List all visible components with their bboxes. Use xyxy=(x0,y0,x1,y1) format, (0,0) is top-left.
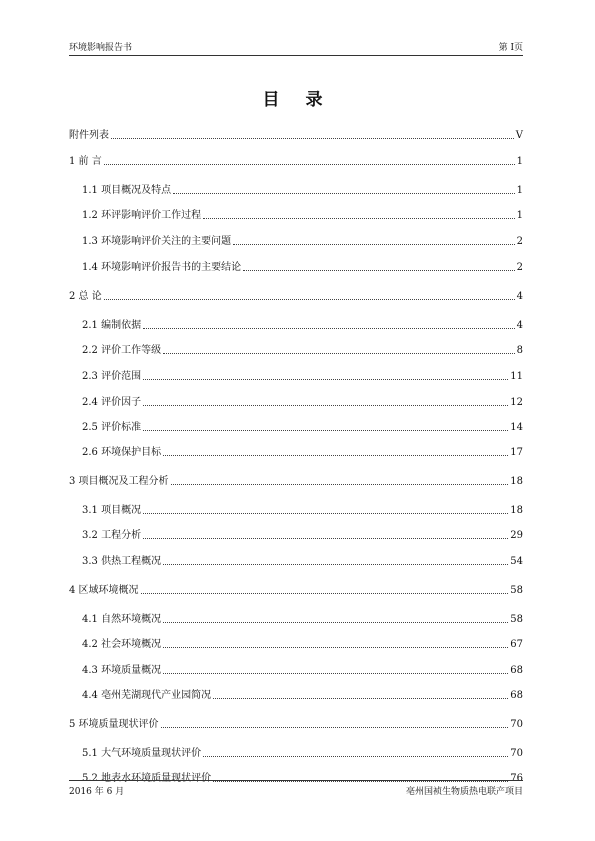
toc-entry-page: 68 xyxy=(510,690,523,701)
toc-leader xyxy=(161,727,509,728)
toc-leader xyxy=(243,270,515,271)
toc-entry-page: 29 xyxy=(510,530,523,541)
toc-entry-page: 12 xyxy=(510,397,523,408)
toc-entry-page: 68 xyxy=(510,665,523,676)
toc-entry-label: 1.1 项目概况及特点 xyxy=(82,185,172,196)
toc-entry-4-3[interactable] xyxy=(82,663,523,677)
toc-leader xyxy=(104,299,515,300)
toc-entry-page: V xyxy=(515,130,523,141)
toc-entry-page: 8 xyxy=(516,345,523,356)
toc-entry-label: 2.5 评价标准 xyxy=(82,422,142,433)
toc-entry-label: 5.1 大气环境质量现状评价 xyxy=(82,748,202,759)
toc-entry-page: 2 xyxy=(516,262,523,273)
toc-entry-label: 2.6 环境保护目标 xyxy=(82,447,162,458)
toc-leader xyxy=(143,513,508,514)
toc-entry-label: 4.2 社会环境概况 xyxy=(82,639,162,650)
footer-divider xyxy=(69,780,523,781)
toc-entry-label: 3.3 供热工程概况 xyxy=(82,556,162,567)
toc-entry-page: 58 xyxy=(510,614,523,625)
toc-entry-page: 4 xyxy=(516,291,523,302)
toc-entry-5-1[interactable] xyxy=(82,746,523,760)
toc-entry-page: 18 xyxy=(510,476,523,487)
toc-leader xyxy=(171,484,509,485)
toc-entry-label: 2.2 评价工作等级 xyxy=(82,345,162,356)
toc-entry-label: 2.3 评价范围 xyxy=(82,371,142,382)
toc-entry-label: 4 区域环境概况 xyxy=(69,585,139,596)
toc-entry-page: 2 xyxy=(516,236,523,247)
toc-entry-label: 4.1 自然环境概况 xyxy=(82,614,162,625)
toc-entry-label: 1 前 言 xyxy=(69,156,102,167)
toc-entry-label: 4.4 亳州芜湖现代产业园简况 xyxy=(82,690,212,701)
toc-entry-page: 1 xyxy=(516,210,523,221)
toc-leader xyxy=(163,647,508,648)
toc-leader xyxy=(203,218,515,219)
toc-entry-2-2[interactable] xyxy=(82,343,523,357)
toc-leader xyxy=(233,244,515,245)
toc-entry-page: 17 xyxy=(510,447,523,458)
toc-entry-label: 3.2 工程分析 xyxy=(82,530,142,541)
toc-entry-page: 1 xyxy=(516,185,523,196)
toc-entry-label: 4.3 环境质量概况 xyxy=(82,665,162,676)
toc-entry-2-4[interactable] xyxy=(82,395,523,409)
toc-leader xyxy=(163,564,508,565)
toc-leader xyxy=(143,328,515,329)
toc-entry-label: 5.2 地表水环境质量现状评价 xyxy=(82,773,212,784)
toc-entry-page: 18 xyxy=(510,505,523,516)
toc-entry-label: 3 项目概况及工程分析 xyxy=(69,476,169,487)
toc-entry-3-2[interactable] xyxy=(82,528,523,542)
toc-leader xyxy=(163,673,508,674)
toc-entry-chapter-4[interactable] xyxy=(69,583,523,597)
toc-leader xyxy=(143,379,508,380)
toc-leader xyxy=(213,781,508,782)
toc-entry-chapter-3[interactable] xyxy=(69,474,523,488)
toc-entry-4-2[interactable] xyxy=(82,637,523,651)
toc-leader xyxy=(111,138,514,139)
toc-entry-chapter-2[interactable] xyxy=(69,289,523,303)
toc-entry-page: 1 xyxy=(516,156,523,167)
toc-entry-1-1[interactable] xyxy=(82,183,523,197)
toc-entry-page: 70 xyxy=(510,748,523,759)
toc-leader xyxy=(143,430,508,431)
toc-entry-label: 附件列表 xyxy=(69,130,109,141)
header-page-number: 第 I页 xyxy=(498,43,523,53)
toc-entry-chapter-5[interactable] xyxy=(69,717,523,731)
toc-entry-label: 1.2 环评影响评价工作过程 xyxy=(82,210,202,221)
toc-entry-label: 1.3 环境影响评价关注的主要问题 xyxy=(82,236,232,247)
toc-entry-label: 2.1 编制依据 xyxy=(82,320,142,331)
footer-date: 2016 年 6 月 xyxy=(69,787,125,797)
toc-entry-label: 5 环境质量现状评价 xyxy=(69,719,159,730)
footer-project-name: 亳州国祯生物质热电联产项目 xyxy=(405,787,523,797)
toc-entry-2-1[interactable] xyxy=(82,318,523,332)
page-header xyxy=(69,40,523,54)
toc-leader xyxy=(203,756,508,757)
toc-entry-1-4[interactable] xyxy=(82,260,523,274)
toc-entry-label: 1.4 环境影响评价报告书的主要结论 xyxy=(82,262,242,273)
toc-title: 目 录 xyxy=(262,90,333,110)
toc-entry-chapter-1[interactable] xyxy=(69,154,523,168)
toc-entry-label: 2 总 论 xyxy=(69,291,102,302)
toc-entry-page: 11 xyxy=(510,371,523,382)
toc-entry-2-5[interactable] xyxy=(82,420,523,434)
toc-leader xyxy=(213,698,508,699)
toc-leader xyxy=(143,405,508,406)
toc-entry-page: 54 xyxy=(510,556,523,567)
toc-entry-2-6[interactable] xyxy=(82,445,523,459)
toc-leader xyxy=(163,622,508,623)
toc-entry-4-1[interactable] xyxy=(82,612,523,626)
toc-entry-page: 14 xyxy=(510,422,523,433)
toc-entry-3-3[interactable] xyxy=(82,554,523,568)
header-divider xyxy=(69,55,523,56)
toc-leader xyxy=(141,593,509,594)
toc-leader xyxy=(104,164,515,165)
toc-entry-page: 4 xyxy=(516,320,523,331)
toc-leader xyxy=(173,193,515,194)
toc-entry-2-3[interactable] xyxy=(82,369,523,383)
toc-entry-1-3[interactable] xyxy=(82,234,523,248)
toc-leader xyxy=(163,455,508,456)
toc-entry-page: 70 xyxy=(510,719,523,730)
toc-leader xyxy=(143,538,508,539)
header-document-title: 环境影响报告书 xyxy=(69,43,133,53)
toc-entry-5-2[interactable] xyxy=(82,771,523,785)
toc-entry-label: 2.4 评价因子 xyxy=(82,397,142,408)
toc-leader xyxy=(163,353,515,354)
toc-entry-label: 3.1 项目概况 xyxy=(82,505,142,516)
toc-entry-page: 67 xyxy=(510,639,523,650)
toc-entry-page: 58 xyxy=(510,585,523,596)
toc-entry-page: 76 xyxy=(510,773,523,784)
toc-entry-1-2[interactable] xyxy=(82,208,523,222)
page-footer xyxy=(69,784,523,798)
toc-entry-3-1[interactable] xyxy=(82,503,523,517)
toc-entry-4-4[interactable] xyxy=(82,688,523,702)
toc-entry-attachments[interactable] xyxy=(69,128,523,142)
